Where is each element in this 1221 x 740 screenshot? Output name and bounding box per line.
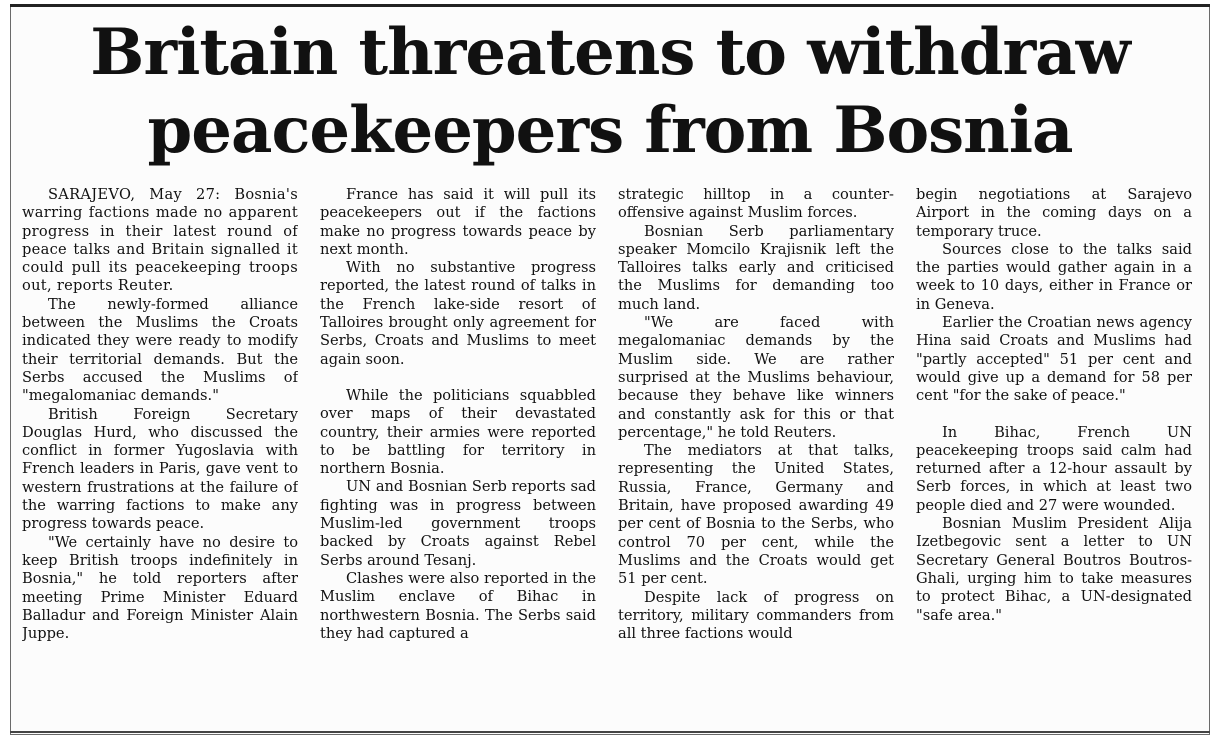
article-paragraph: strategic hilltop in a counter-offensive against Muslim forces. xyxy=(618,186,894,222)
article-paragraph: Clashes were also reported in the Muslim enclave of Bihac in northwestern Bosnia. The Serbs said they had captured a xyxy=(320,569,596,642)
paragraph-gap xyxy=(320,369,596,387)
article-column-4 xyxy=(916,186,1192,726)
article-paragraph: While the politicians squabbled over maps of their devastated country, their armies were reported to be battling for territory in northern Bosnia. xyxy=(320,386,596,478)
article-paragraph: Despite lack of progress on territory, military commanders from all three factions would xyxy=(618,588,894,643)
bottom-rule xyxy=(10,731,1210,733)
paragraph-gap xyxy=(916,406,1192,424)
article-body xyxy=(22,186,1202,726)
article-paragraph: Sources close to the talks said the parties would gather again in a week to 10 days, either in France or in Geneva. xyxy=(916,240,1192,313)
article-paragraph: begin negotiations at Sarajevo Airport in the coming days on a temporary truce. xyxy=(916,186,1192,240)
article-paragraph: Bosnian Serb parliamentary speaker Momcilo Krajisnik left the Talloires talks early and criticised the Muslims for demanding too much land. xyxy=(618,222,894,313)
article-paragraph: The mediators at that talks, representing the United States, Russia, France, Germany and Britain, have proposed awarding 49 per cent of Bosnia to the Serbs, who control 70 per cent, while the Muslims and the Croats would get 51 per cent. xyxy=(618,442,894,588)
article-paragraph: In Bihac, French UN peacekeeping troops said calm had returned after a 12-hour assault by Serb forces, in which at least two people died and 27 were wounded. xyxy=(916,423,1192,514)
article-paragraph: Earlier the Croatian news agency Hina said Croats and Muslims had "partly accepted" 51 per cent and would give up a demand for 58 per cent "for the sake of peace." xyxy=(916,314,1192,405)
article-column-2 xyxy=(320,186,596,726)
article-column-1 xyxy=(22,186,298,726)
headline xyxy=(10,14,1210,170)
article-paragraph: France has said it will pull its peacekeepers out if the factions make no progress towards peace by next month. xyxy=(320,186,596,258)
article-paragraph: Bosnian Muslim President Alija Izetbegovic sent a letter to UN Secretary General Boutros Boutros-Ghali, urging him to take measures to protect Bihac, a UN-designated "safe area." xyxy=(916,515,1192,624)
article-paragraph: "We are faced with megalomaniac demands by the Muslim side. We are rather surprised at the Muslims behaviour, because they behave like winners and constantly ask for this or that percentage," he told Reuters. xyxy=(618,314,894,441)
headline-line-2: peacekeepers from Bosnia xyxy=(147,93,1073,168)
article-paragraph: UN and Bosnian Serb reports sad fighting was in progress between Muslim-led government troops backed by Croats against Rebel Serbs around Tesanj. xyxy=(320,478,596,569)
article-paragraph: The newly-formed alliance between the Muslims the Croats indicated they were ready to modify their territorial demands. But the Serbs accused the Muslims of "megalomaniac demands." xyxy=(22,295,298,405)
headline-line-1: Britain threatens to withdraw xyxy=(90,15,1130,90)
article-column-3 xyxy=(618,186,894,726)
article-paragraph: SARAJEVO, May 27: Bosnia's warring factions made no apparent progress in their latest round of peace talks and Britain signalled it could pull its peacekeeping troops out, reports Reuter. xyxy=(22,186,298,295)
article-paragraph: With no substantive progress reported, the latest round of talks in the French lake-side resort of Talloires brought only agreement for Serbs, Croats and Muslims to meet again soon. xyxy=(320,259,596,368)
article-paragraph: British Foreign Secretary Douglas Hurd, who discussed the conflict in former Yugoslavia with French leaders in Paris, gave vent to western frustrations at the failure of the warring factions to make any progress towards peace. xyxy=(22,405,298,533)
article-paragraph: "We certainly have no desire to keep British troops indefinitely in Bosnia," he told reporters after meeting Prime Minister Eduard Balladur and Foreign Minister Alain Juppe. xyxy=(22,533,298,643)
